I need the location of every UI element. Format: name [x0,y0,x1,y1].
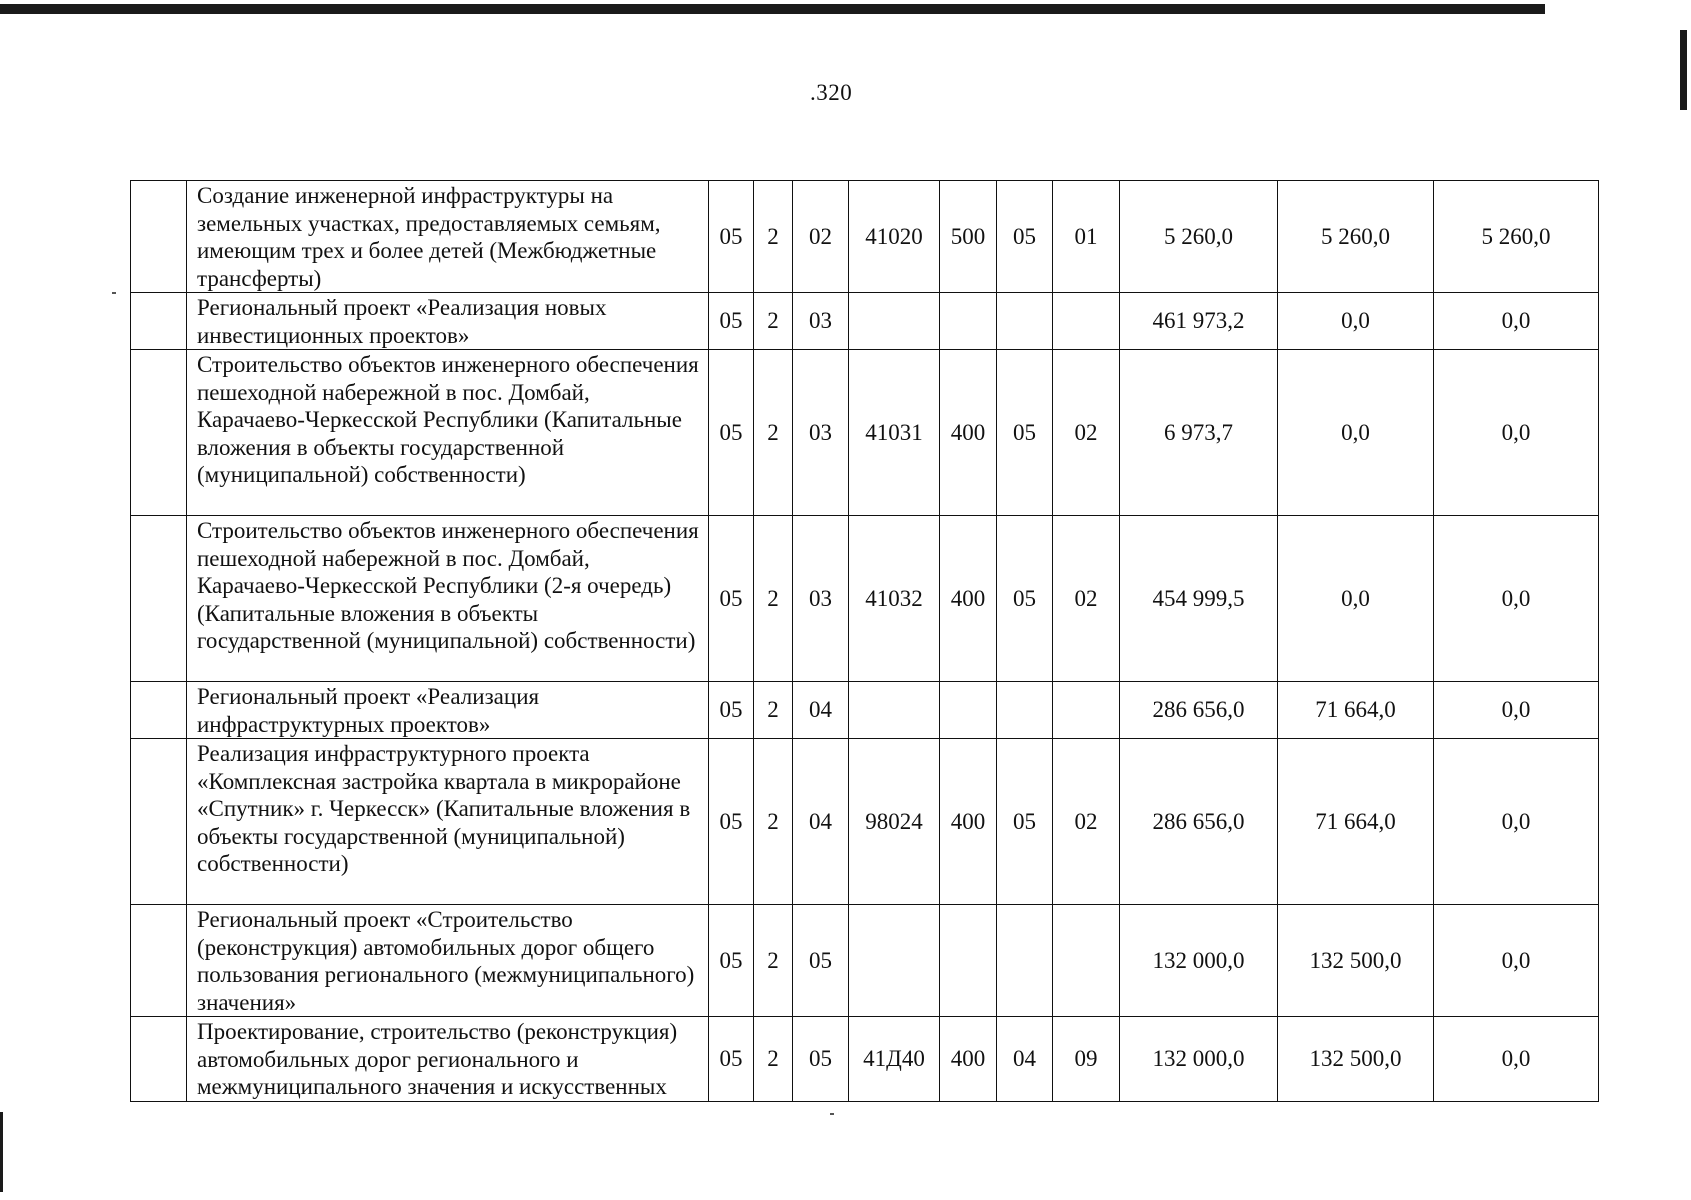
code-cell: 05 [709,905,754,1017]
index-cell [131,516,187,682]
code-cell: 400 [940,739,997,905]
budget-table [130,180,1599,1102]
code-cell: 41020 [849,181,940,293]
code-cell: 03 [793,293,849,350]
code-cell [849,682,940,739]
code-cell: 09 [1053,1017,1120,1102]
table-row [131,1017,1599,1102]
amount-cell: 5 260,0 [1120,181,1278,293]
table-row [131,682,1599,739]
code-cell [849,293,940,350]
item-name-cell: Региональный проект «Реализация новых инвестиционных проектов» [187,293,709,350]
item-name-cell: Региональный проект «Строительство (реконструкция) автомобильных дорог общего пользования регионального (межмуниципального) значения» [187,905,709,1017]
code-cell: 05 [709,516,754,682]
code-cell [997,905,1053,1017]
index-cell [131,293,187,350]
item-name-cell: Строительство объектов инженерного обеспечения пешеходной набережной в пос. Домбай, Карачаево-Черкесской Республики (2-я очередь) (Капитальные вложения в объекты государственной (муниципальной) собственности) [187,516,709,682]
code-cell: 2 [754,293,793,350]
code-cell: 2 [754,181,793,293]
code-cell: 400 [940,350,997,516]
amount-cell: 71 664,0 [1278,739,1434,905]
amount-cell: 71 664,0 [1278,682,1434,739]
code-cell [997,293,1053,350]
code-cell: 02 [1053,350,1120,516]
amount-cell: 132 000,0 [1120,905,1278,1017]
amount-cell: 0,0 [1434,1017,1599,1102]
scan-top-edge [0,4,1545,14]
code-cell: 05 [709,293,754,350]
code-cell: 02 [1053,739,1120,905]
scan-speck [830,1113,834,1115]
code-cell: 05 [793,905,849,1017]
code-cell: 05 [793,1017,849,1102]
code-cell: 2 [754,905,793,1017]
table-row [131,905,1599,1017]
code-cell: 05 [997,516,1053,682]
amount-cell: 0,0 [1278,516,1434,682]
item-name-cell: Проектирование, строительство (реконструкция) автомобильных дорог регионального и межмуниципального значения и искусственных [187,1017,709,1102]
code-cell: 05 [709,739,754,905]
item-name-cell: Создание инженерной инфраструктуры на земельных участках, предоставляемых семьям, имеющим трех и более детей (Межбюджетные трансферты) [187,181,709,293]
scan-right-mark [1680,30,1687,110]
code-cell [1053,293,1120,350]
page-number: .320 [810,80,853,105]
item-name-cell: Региональный проект «Реализация инфраструктурных проектов» [187,682,709,739]
code-cell [940,905,997,1017]
index-cell [131,1017,187,1102]
code-cell: 05 [709,682,754,739]
code-cell: 04 [793,682,849,739]
scan-left-mark [0,1112,3,1192]
code-cell: 04 [997,1017,1053,1102]
amount-cell: 0,0 [1434,516,1599,682]
table-row [131,181,1599,293]
code-cell: 05 [997,350,1053,516]
code-cell: 41Д40 [849,1017,940,1102]
amount-cell: 454 999,5 [1120,516,1278,682]
code-cell: 02 [793,181,849,293]
code-cell: 2 [754,1017,793,1102]
code-cell: 2 [754,350,793,516]
code-cell [1053,905,1120,1017]
code-cell: 02 [1053,516,1120,682]
code-cell: 03 [793,516,849,682]
amount-cell: 5 260,0 [1434,181,1599,293]
amount-cell: 6 973,7 [1120,350,1278,516]
code-cell [940,293,997,350]
code-cell: 41031 [849,350,940,516]
table-row [131,350,1599,516]
amount-cell: 0,0 [1434,739,1599,905]
amount-cell: 5 260,0 [1278,181,1434,293]
code-cell: 05 [709,1017,754,1102]
table-row [131,516,1599,682]
code-cell: 03 [793,350,849,516]
amount-cell: 0,0 [1434,293,1599,350]
table-row [131,293,1599,350]
table-row [131,739,1599,905]
code-cell: 400 [940,1017,997,1102]
code-cell: 2 [754,682,793,739]
amount-cell: 461 973,2 [1120,293,1278,350]
index-cell [131,682,187,739]
code-cell: 41032 [849,516,940,682]
code-cell [1053,682,1120,739]
code-cell: 2 [754,739,793,905]
code-cell: 400 [940,516,997,682]
code-cell [997,682,1053,739]
amount-cell: 0,0 [1434,350,1599,516]
code-cell: 05 [997,181,1053,293]
code-cell: 500 [940,181,997,293]
amount-cell: 132 500,0 [1278,905,1434,1017]
item-name-cell: Реализация инфраструктурного проекта «Комплексная застройка квартала в микрорайоне «Спутник» г. Черкесск» (Капитальные вложения в объекты государственной (муниципальной) собственности) [187,739,709,905]
amount-cell: 286 656,0 [1120,682,1278,739]
code-cell: 2 [754,516,793,682]
code-cell: 05 [709,181,754,293]
amount-cell: 0,0 [1278,293,1434,350]
amount-cell: 286 656,0 [1120,739,1278,905]
index-cell [131,350,187,516]
code-cell: 98024 [849,739,940,905]
amount-cell: 0,0 [1434,905,1599,1017]
item-name-cell: Строительство объектов инженерного обеспечения пешеходной набережной в пос. Домбай, Карачаево-Черкесской Республики (Капитальные вложения в объекты государственной (муниципальной) собственности) [187,350,709,516]
amount-cell: 0,0 [1434,682,1599,739]
index-cell [131,739,187,905]
index-cell [131,905,187,1017]
amount-cell: 132 500,0 [1278,1017,1434,1102]
code-cell [849,905,940,1017]
amount-cell: 132 000,0 [1120,1017,1278,1102]
code-cell: 05 [709,350,754,516]
amount-cell: 0,0 [1278,350,1434,516]
code-cell: 04 [793,739,849,905]
code-cell [940,682,997,739]
code-cell: 05 [997,739,1053,905]
scan-speck [112,292,116,294]
index-cell [131,181,187,293]
code-cell: 01 [1053,181,1120,293]
